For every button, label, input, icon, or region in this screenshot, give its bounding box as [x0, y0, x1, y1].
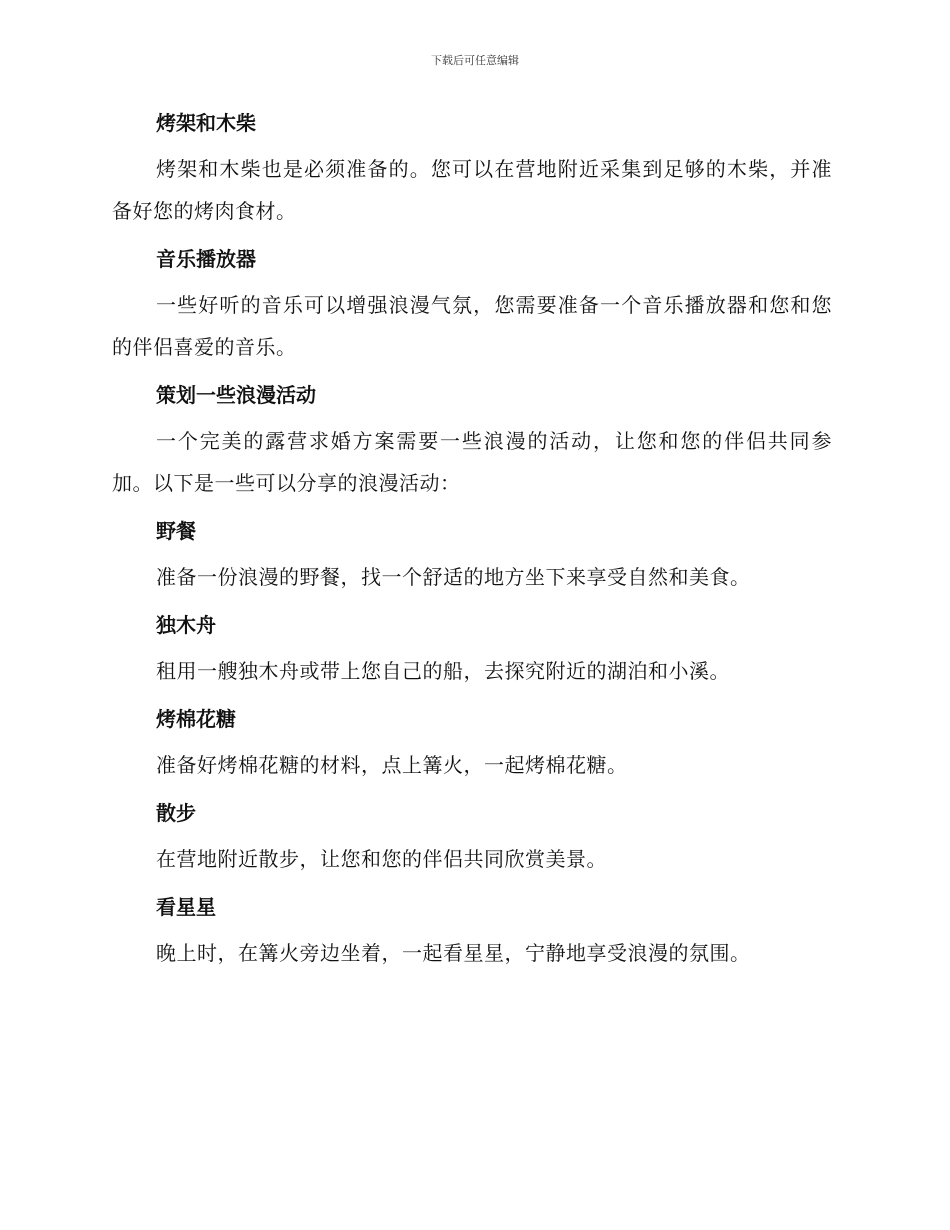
running-header: 下载后可任意编辑 [431, 54, 519, 67]
section-heading-plan-activities: 策划一些浪漫活动 [156, 383, 316, 407]
section-heading-music-player: 音乐播放器 [156, 247, 256, 271]
section-heading-grill-firewood: 烤架和木柴 [156, 111, 256, 135]
section-heading-picnic: 野餐 [156, 519, 196, 543]
section-heading-walk: 散步 [156, 801, 196, 825]
section-body-picnic: 准备一份浪漫的野餐，找一个舒适的地方坐下来享受自然和美食。 [156, 565, 751, 589]
section-body-music-player: 一些好听的音乐可以增强浪漫气氛，您需要准备一个音乐播放器和您和您的伴侣喜爱的音乐。 [112, 293, 832, 359]
section-body-plan-activities: 一个完美的露营求婚方案需要一些浪漫的活动，让您和您的伴侣共同参加。以下是一些可以分享的浪漫活动： [112, 429, 832, 495]
section-body-grill-firewood: 烤架和木柴也是必须准备的。您可以在营地附近采集到足够的木柴，并准备好您的烤肉食材。 [112, 157, 832, 223]
section-body-walk: 在营地附近散步，让您和您的伴侣共同欣赏美景。 [156, 847, 607, 871]
section-heading-stargazing: 看星星 [156, 895, 216, 919]
document-body [112, 108, 832, 974]
section-heading-canoe: 独木舟 [156, 613, 216, 637]
section-body-marshmallows: 准备好烤棉花糖的材料，点上篝火，一起烤棉花糖。 [156, 753, 628, 777]
section-body-canoe: 租用一艘独木舟或带上您自己的船，去探究附近的湖泊和小溪。 [156, 659, 730, 683]
section-heading-marshmallows: 烤棉花糖 [156, 707, 236, 731]
section-body-stargazing: 晚上时，在篝火旁边坐着，一起看星星，宁静地享受浪漫的氛围。 [156, 941, 751, 965]
